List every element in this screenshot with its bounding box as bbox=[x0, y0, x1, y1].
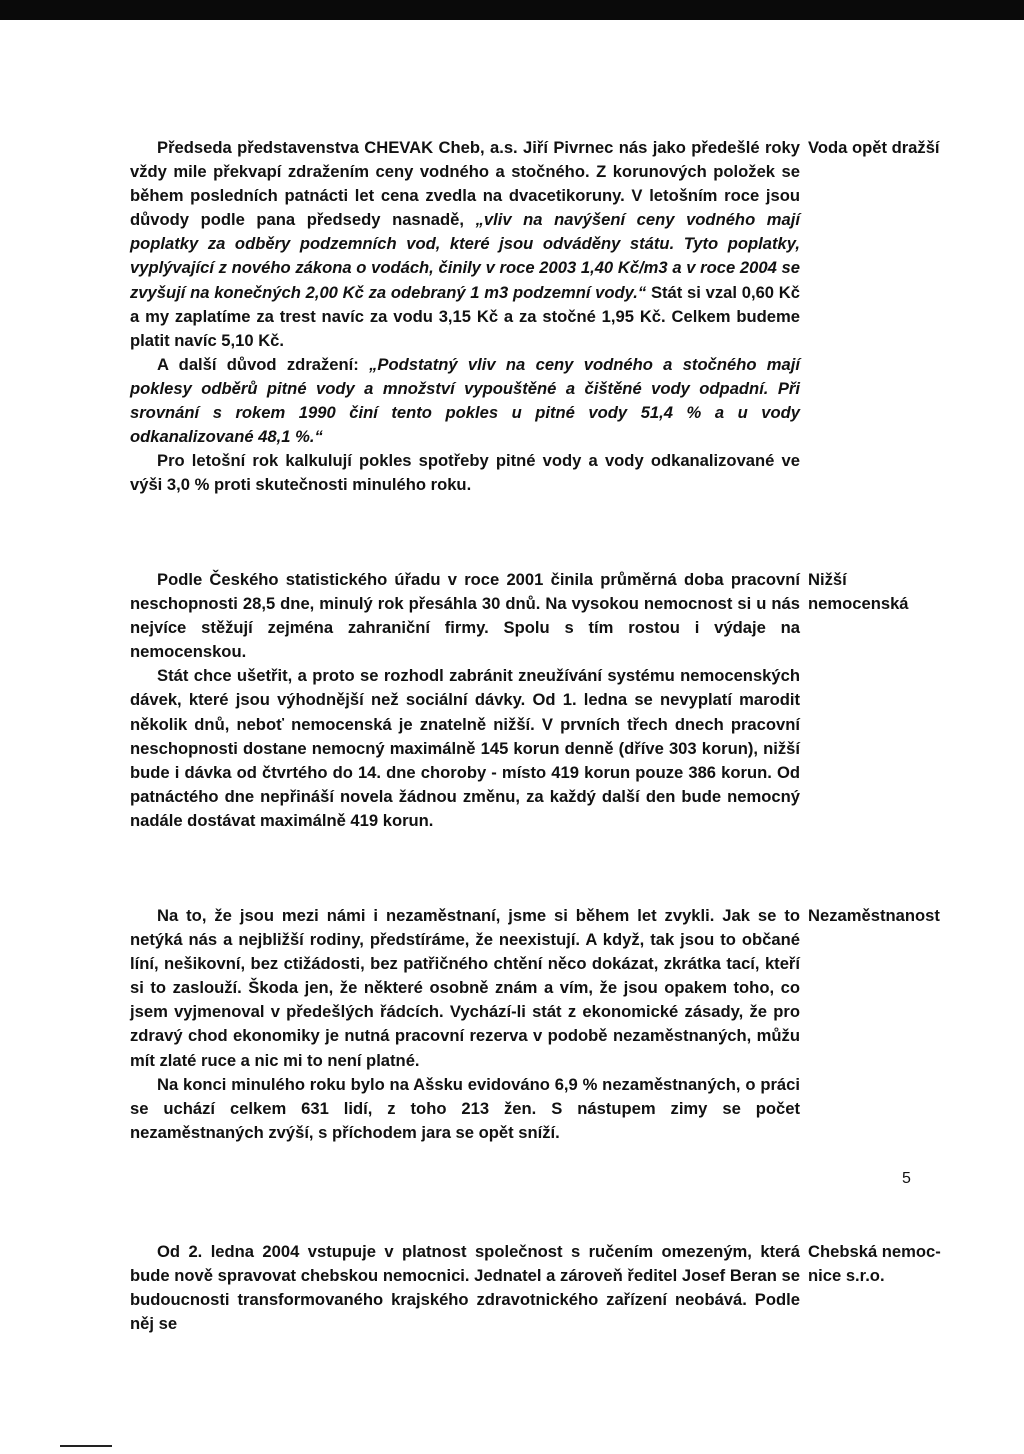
paragraph bbox=[130, 449, 800, 497]
paragraph bbox=[130, 1073, 800, 1145]
body-text: Podle Českého statistického úřadu v roce 2001 činila průměrná doba pracovní neschopnosti 28,5 dne, minulý rok přesáhla 30 dnů. Na vysokou nemocnost si u nás nejvíce stěžují zejména zahraniční firmy. Spolu s tím rostou i výdaje na nemocenskou. bbox=[130, 570, 800, 662]
body-text: Od 2. ledna 2004 vstupuje v platnost společnost s ručením omezeným, která bude nově spravovat chebskou nemocnici. Jednatel a zároveň ředitel Josef Beran se budoucnosti transformovaného krajského zdravotnického zařízení neobává. Podle něj se bbox=[130, 1242, 800, 1334]
section-voda bbox=[130, 136, 800, 497]
body-text: Stát chce ušetřit, a proto se rozhodl zabránit zneužívání systému nemocenských dávek, které jsou výhodnější než sociální dávky. Od 1. ledna se nevyplatí marodit několik dnů, neboť nemocenská je znatelně nižší. V prvních třech dnech pracovní neschopnosti dostane nemocný maximálně 145 korun denně (dříve 303 korun), nižší bude i dávka od čtvrtého do 14. dne choroby - místo 419 korun pouze 386 korun. Od patnáctého dne nepřináší novela žádnou změnu, za každý další den bude nemocný nadále dostávat maximálně 419 korun. bbox=[130, 666, 800, 830]
section-nezamestnanost bbox=[130, 904, 800, 1145]
paragraph bbox=[130, 568, 800, 664]
sidenote-line: Nezaměstnanost bbox=[808, 906, 940, 925]
scan-top-border bbox=[0, 0, 1024, 20]
sidenote-nezamestnanost bbox=[808, 904, 1018, 928]
quote-text: „vliv na navýšení ceny vodného mají poplatky za odběry podzemních vod, které jsou odváděny státu. Tyto poplatky, vyplývající z nového zákona o vodách, činily v roce 2003 1,40 Kč/m3 a v roce 2004 se zvyšují na konečných 2,00 Kč za odebraný 1 m3 podzemní vody.“ bbox=[130, 210, 800, 302]
paragraph bbox=[130, 1240, 800, 1336]
sidenote-line: nice s.r.o. bbox=[808, 1266, 885, 1286]
sidenote-nemocnice bbox=[808, 1240, 1018, 1288]
sidenote-nemocenska bbox=[808, 568, 1018, 616]
paragraph bbox=[130, 136, 800, 353]
section-nemocenska bbox=[130, 568, 800, 833]
quote-text: „Podstatný vliv na ceny vodného a stočného mají poklesy odběrů pitné vody a množství vypouštěné a čištěné vody odpadní. Při srovnání s rokem 1990 činí tento pokles u pitné vody 51,4 % a u vody odkanalizované 48,1 %.“ bbox=[130, 354, 800, 447]
page-number: 5 bbox=[902, 1170, 911, 1187]
body-text: A další důvod zdražení: bbox=[157, 354, 370, 374]
scan-artifact-line bbox=[60, 1445, 112, 1447]
body-text: Pro letošní rok kalkulují pokles spotřeby pitné vody a vody odkanalizované ve výši 3,0 % proti skutečnosti minulého roku. bbox=[130, 451, 800, 495]
section-nemocnice bbox=[130, 1240, 800, 1336]
sidenote-line: nemocenská bbox=[808, 594, 909, 614]
paragraph bbox=[130, 353, 800, 449]
paragraph bbox=[130, 904, 800, 1073]
paragraph bbox=[130, 664, 800, 833]
sidenote-line: Nižší bbox=[808, 570, 847, 589]
body-text: Stát si vzal 0,60 Kč a my zaplatíme za trest navíc za vodu 3,15 Kč a za stočné 1,95 Kč. Celkem budeme platit navíc 5,10 Kč. bbox=[130, 282, 800, 350]
body-text: Předseda představenstva CHEVAK Cheb, a.s. Jiří Pivrnec nás jako předešlé roky vždy mile překvapí zdražením ceny vodného a stočného. Z korunových položek se během posledních patnácti let cena zvedla na dvacetikoruny. V letošním roce jsou důvody podle pana předsedy nasnadě, bbox=[130, 138, 800, 230]
sidenote-line: Voda opět dražší bbox=[808, 138, 940, 157]
body-text: Na konci minulého roku bylo na Ašsku evidováno 6,9 % nezaměstnaných, o práci se uchází celkem 631 lidí, z toho 213 žen. S nástupem zimy se počet nezaměstnaných zvýší, s příchodem jara se opět sníží. bbox=[130, 1074, 800, 1142]
sidenote-voda bbox=[808, 136, 1018, 160]
body-text: Na to, že jsou mezi námi i nezaměstnaní, jsme si během let zvykli. Jak se to netýká nás a nejbližší rodiny, předstíráme, že neexistují. A když, tak jsou to občané líní, nešikovní, bez ctižádosti, bez patřičného chtění něco dokázat, zkrátka tací, kteří si to zaslouží. Škoda jen, že některé osobně znám a vím, že jsou opakem toho, co jsem vyjmenoval v předešlých řádcích. Vychází-li stát z ekonomické zásady, že pro zdravý chod ekonomiky je nutná pracovní rezerva v podobě nezaměstnaných, můžu mít zlaté ruce a nic mi to není platné. bbox=[130, 906, 800, 1070]
sidenote-line: Chebská nemoc- bbox=[808, 1242, 941, 1261]
